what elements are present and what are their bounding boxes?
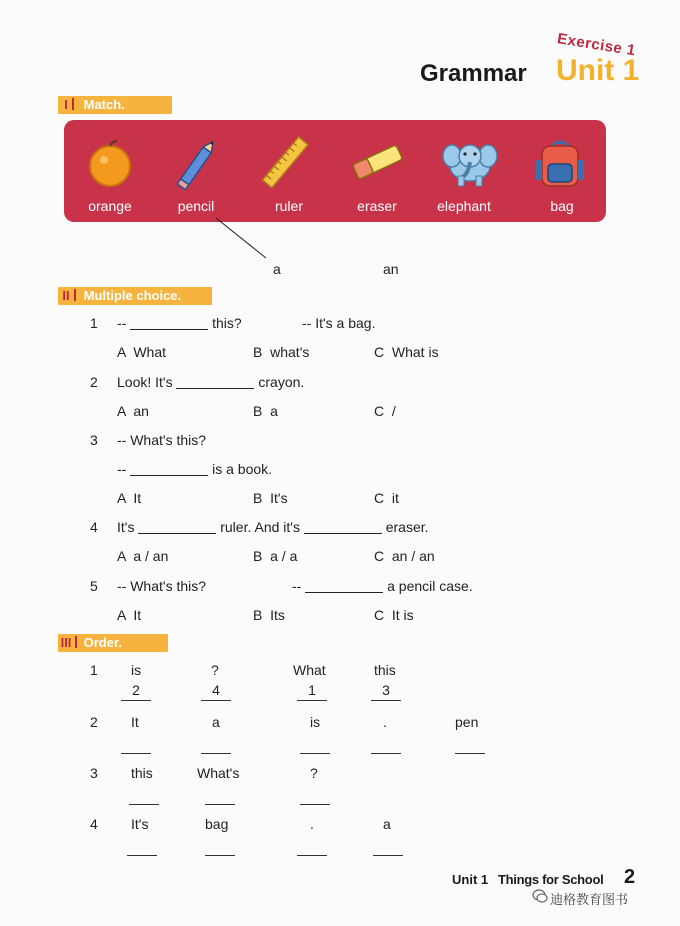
order-1-word-3: What — [293, 662, 326, 678]
q1-blank[interactable] — [130, 315, 208, 330]
order-1-word-2: ? — [211, 662, 219, 678]
footer-unit: Unit 1 — [452, 872, 489, 887]
match-item-elephant: elephant — [437, 198, 491, 214]
section-2-title: Multiple choice. — [83, 288, 182, 303]
order-1-number: 1 — [90, 662, 98, 678]
order-4-blank-1[interactable] — [127, 855, 157, 856]
order-4-word-3: . — [310, 816, 314, 832]
q3-line2 — [117, 461, 272, 477]
orange-icon — [80, 136, 140, 190]
q4-blank-2[interactable] — [304, 519, 382, 534]
order-1-answer-2[interactable]: 4 — [212, 682, 220, 698]
elephant-icon — [434, 136, 500, 190]
q3-text-b: is a book. — [208, 461, 273, 477]
order-1-blank-2 — [201, 700, 231, 701]
q2-text-b: crayon. — [254, 374, 305, 390]
order-3-word-2: What's — [197, 765, 240, 781]
bag-icon — [530, 136, 590, 190]
order-2-word-1: It — [131, 714, 139, 730]
order-4-blank-3[interactable] — [297, 855, 327, 856]
order-4-word-4: a — [383, 816, 391, 832]
ruler-icon — [256, 136, 316, 190]
q1-text-a: -- — [117, 315, 131, 331]
section-1-tag — [58, 96, 172, 114]
q4-option-a[interactable]: A a / an — [117, 548, 169, 564]
q3-option-a[interactable]: A It — [117, 490, 142, 506]
q2-text-a: Look! It's — [117, 374, 177, 390]
order-3-blank-1[interactable] — [129, 804, 159, 805]
eraser-icon — [348, 136, 408, 190]
order-2-blank-1[interactable] — [121, 753, 151, 754]
section-1-number: I — [58, 96, 80, 114]
section-3-title: Order. — [83, 635, 122, 650]
q5-option-c[interactable]: C It is — [374, 607, 414, 623]
grammar-heading: Grammar — [420, 60, 527, 87]
pencil-icon — [168, 136, 228, 190]
order-2-blank-2[interactable] — [201, 753, 231, 754]
q3-blank[interactable] — [130, 461, 208, 476]
order-2-blank-4[interactable] — [371, 753, 401, 754]
order-3-word-1: this — [131, 765, 153, 781]
q2-option-a[interactable]: A an — [117, 403, 149, 419]
watermark-text: 迪格教育图书 — [550, 892, 629, 907]
q1-reply: -- It's a bag. — [302, 315, 376, 331]
q5-reply — [292, 578, 473, 594]
order-1-answer-1[interactable]: 2 — [132, 682, 140, 698]
order-4-blank-2[interactable] — [205, 855, 235, 856]
order-3-blank-2[interactable] — [205, 804, 235, 805]
order-2-word-4: . — [383, 714, 387, 730]
match-item-bag: bag — [550, 198, 574, 214]
q2-option-b[interactable]: B a — [253, 403, 278, 419]
section-2-tag — [58, 287, 212, 305]
order-2-number: 2 — [90, 714, 98, 730]
order-2-blank-3[interactable] — [300, 753, 330, 754]
q4-text-a: It's — [117, 519, 139, 535]
article-a: a — [273, 261, 281, 277]
q5-text-c: -- — [292, 578, 306, 594]
article-an: an — [383, 261, 399, 277]
q4-number: 4 — [90, 519, 98, 535]
wechat-icon — [532, 888, 548, 904]
q2-option-c[interactable]: C / — [374, 403, 396, 419]
q4-text-b: ruler. And it's — [216, 519, 304, 535]
q4-text-c: eraser. — [381, 519, 429, 535]
q3-text-a: -- — [117, 461, 131, 477]
match-line — [210, 214, 270, 264]
section-3-tag — [58, 634, 168, 652]
order-2-word-5: pen — [455, 714, 479, 730]
order-1-answer-4[interactable]: 3 — [382, 682, 390, 698]
order-1-blank-4 — [371, 700, 401, 701]
q5-text-d: a pencil case. — [383, 578, 473, 594]
order-3-word-3: ? — [310, 765, 318, 781]
match-item-pencil: pencil — [177, 198, 215, 214]
q3-number: 3 — [90, 432, 98, 448]
q5-blank[interactable] — [305, 578, 383, 593]
match-item-eraser: eraser — [357, 198, 397, 214]
q2-number: 2 — [90, 374, 98, 390]
order-1-blank-3 — [297, 700, 327, 701]
q2-stem — [117, 374, 304, 390]
order-3-number: 3 — [90, 765, 98, 781]
q1-option-a[interactable]: A What — [117, 344, 167, 360]
footer-title: Things for School — [498, 872, 604, 887]
order-1-answer-3[interactable]: 1 — [308, 682, 316, 698]
order-4-word-1: It's — [131, 816, 149, 832]
match-item-ruler: ruler — [274, 198, 303, 214]
q3-line1: -- What's this? — [117, 432, 207, 448]
page-number: 2 — [624, 866, 636, 888]
q4-option-b[interactable]: B a / a — [253, 548, 298, 564]
order-1-word-1: is — [131, 662, 142, 678]
q1-option-b[interactable]: B what's — [253, 344, 310, 360]
exercise-label: Exercise 1 — [556, 30, 637, 60]
order-4-number: 4 — [90, 816, 98, 832]
q3-option-b[interactable]: B It's — [253, 490, 288, 506]
q1-number: 1 — [90, 315, 98, 331]
section-3-number: III — [58, 634, 80, 652]
order-1-blank-1 — [121, 700, 151, 701]
q4-stem — [117, 519, 429, 535]
section-1-title: Match. — [83, 97, 125, 112]
order-2-blank-5[interactable] — [455, 753, 485, 754]
q4-option-c[interactable]: C an / an — [374, 548, 435, 564]
order-2-word-2: a — [212, 714, 220, 730]
order-2-word-3: is — [310, 714, 321, 730]
q5-line: -- What's this? — [117, 578, 207, 594]
q5-option-b[interactable]: B Its — [253, 607, 285, 623]
order-3-blank-3[interactable] — [300, 804, 330, 805]
order-1-word-4: this — [374, 662, 396, 678]
q5-option-a[interactable]: A It — [117, 607, 142, 623]
q2-blank[interactable] — [176, 374, 254, 389]
match-item-orange: orange — [88, 198, 132, 214]
q5-number: 5 — [90, 578, 98, 594]
unit-heading: Unit 1 — [556, 54, 640, 87]
q4-blank-1[interactable] — [138, 519, 216, 534]
section-2-number: II — [58, 287, 80, 305]
q3-option-c[interactable]: C it — [374, 490, 399, 506]
q1-option-c[interactable]: C What is — [374, 344, 439, 360]
q1-stem — [117, 315, 242, 331]
order-4-blank-4[interactable] — [373, 855, 403, 856]
q1-text-b: this? — [208, 315, 242, 331]
order-4-word-2: bag — [205, 816, 229, 832]
